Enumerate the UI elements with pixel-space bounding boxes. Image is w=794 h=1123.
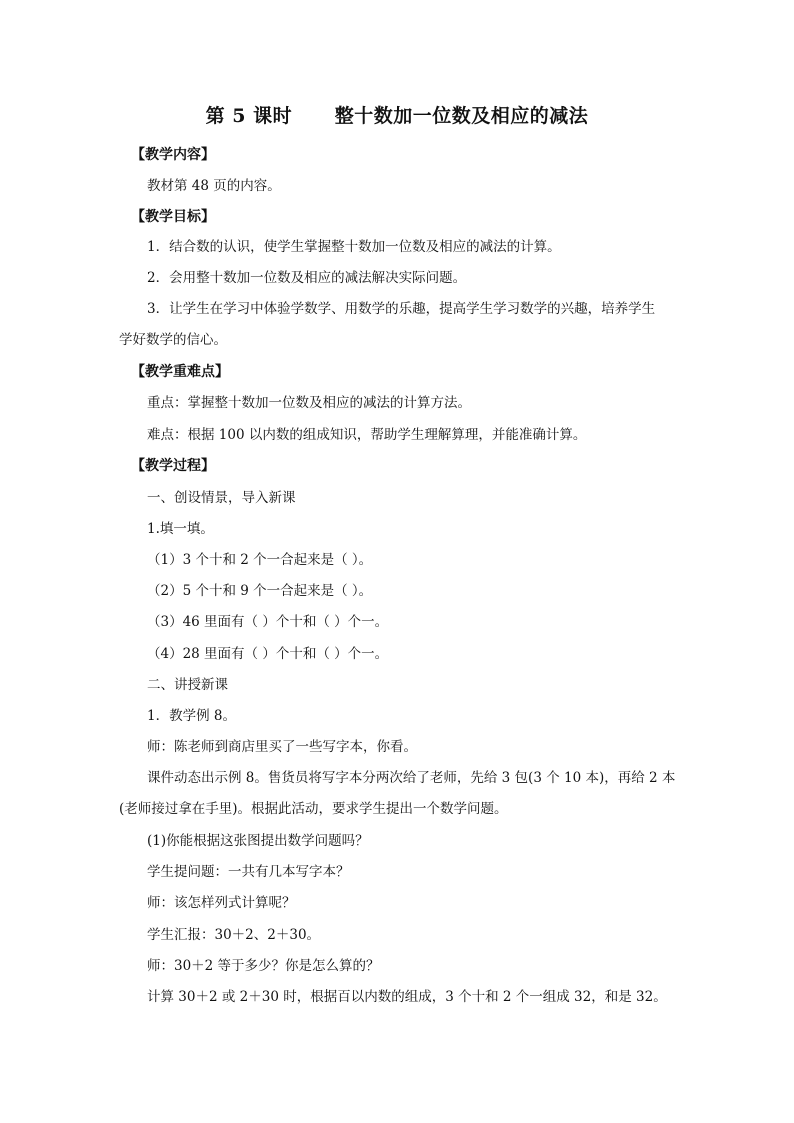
lesson-title: 第 5 课时 整十数加一位数及相应的减法 (205, 105, 589, 127)
goal-item: 2．会用整十数加一位数及相应的减法解决实际问题。 (147, 270, 467, 286)
process-line: 一、创设情景，导入新课 (147, 490, 296, 506)
process-line: 学生提问题：一共有几本写字本？ (147, 864, 350, 880)
process-line: 计算 30＋2 或 2＋30 时，根据百以内数的组成，3 个十和 2 个一组成 32，和是 32。 (147, 989, 667, 1005)
process-line: 课件动态出示例 8。售货员将写字本分两次给了老师，先给 3 包(3 个 10 本)，再给 2 本 (147, 770, 676, 786)
goal-item: 3．让学生在学习中体验学数学、用数学的乐趣，提高学生学习数学的兴趣，培养学生 (147, 301, 656, 317)
process-line: (老师接过拿在手里)。根据此活动，要求学生提出一个数学问题。 (119, 801, 508, 817)
process-line: 师：该怎样列式计算呢？ (147, 895, 296, 911)
content-text: 教材第 48 页的内容。 (147, 178, 281, 194)
process-line: 学生汇报：30＋2、2＋30。 (147, 927, 321, 943)
section-heading-key-points: 【教学重难点】 (131, 364, 229, 380)
process-line: 师：30＋2 等于多少？你是怎么算的？ (147, 958, 380, 974)
process-line: （2）5 个十和 9 个一合起来是（ ）。 (147, 583, 373, 599)
process-line: （3）46 里面有（ ）个十和（ ）个一。 (147, 614, 389, 630)
process-line: 二、讲授新课 (147, 677, 228, 693)
goal-item: 1．结合数的认识，使学生掌握整十数加一位数及相应的减法的计算。 (147, 239, 561, 255)
key-point: 难点：根据 100 以内数的组成知识，帮助学生理解算理，并能准确计算。 (147, 427, 587, 443)
section-heading-goals: 【教学目标】 (131, 209, 215, 225)
goal-item-continued: 学好数学的信心。 (119, 332, 227, 348)
key-point: 重点：掌握整十数加一位数及相应的减法的计算方法。 (147, 395, 471, 411)
process-line: (1)你能根据这张图提出数学问题吗？ (147, 833, 369, 849)
process-line: （4）28 里面有（ ）个十和（ ）个一。 (147, 646, 389, 662)
process-line: 1．教学例 8。 (147, 708, 236, 724)
process-line: （1）3 个十和 2 个一合起来是（ ）。 (147, 552, 373, 568)
section-heading-content: 【教学内容】 (131, 147, 215, 163)
process-line: 师：陈老师到商店里买了一些写字本，你看。 (147, 739, 417, 755)
section-heading-process: 【教学过程】 (131, 458, 215, 474)
process-line: 1.填一填。 (147, 521, 214, 537)
